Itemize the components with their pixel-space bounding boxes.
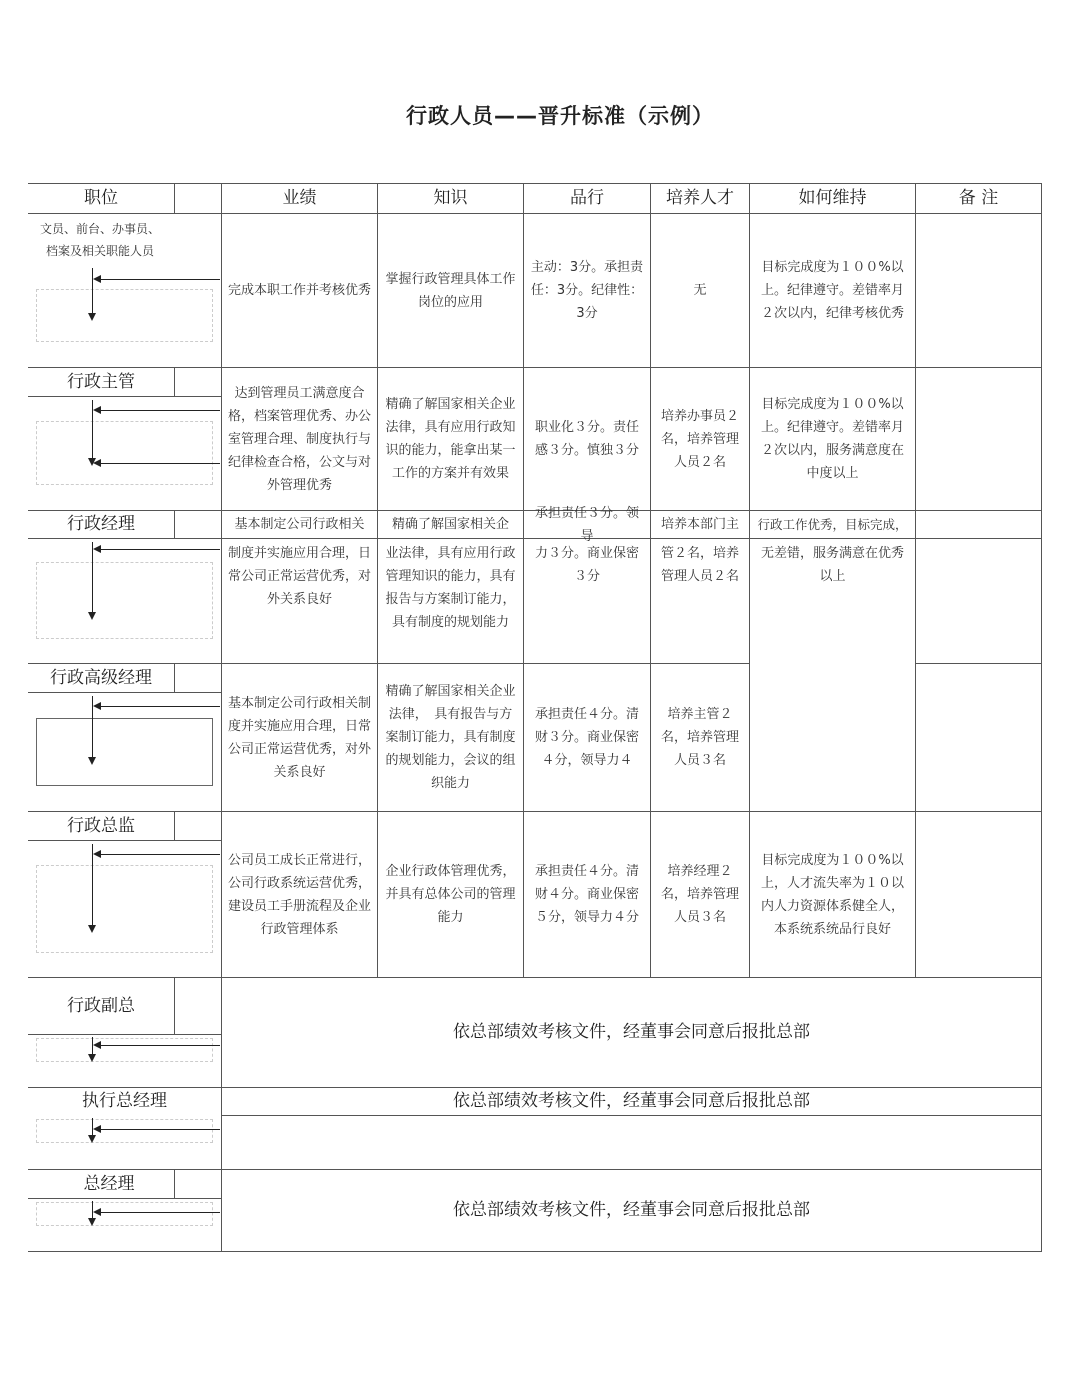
row3-knowledge-line1: 精确了解国家相关企: [391, 517, 509, 532]
row5-knowledge: 企业行政体管理优秀，并具有总体公司的管理能力: [385, 864, 516, 925]
row3-talent-line1: 培养本部门主: [660, 517, 739, 532]
row2-talent: 培养办事员２名，培养管理人员２名: [660, 408, 739, 470]
row8-note: 依总部绩效考核文件，经董事会同意后报批总部: [453, 1200, 810, 1220]
label-sub-divider: [174, 811, 175, 840]
label-box-line: [28, 396, 222, 397]
row3-conduct-line1: 承担责任３分。领导: [534, 505, 639, 544]
row6-placeholder-box: [36, 1038, 213, 1062]
row3-placeholder-box: [36, 562, 213, 639]
row6-note: 依总部绩效考核文件，经董事会同意后报批总部: [453, 1022, 810, 1042]
row1-performance: 完成本职工作并考核优秀: [228, 283, 372, 298]
left-arrow-icon: [96, 854, 220, 855]
row3-performance-rest: 制度并实施应用合理，日常公司正常运营优秀，对外关系良好: [228, 546, 372, 607]
row5-maintain: 目标完成度为１００%以上，人才流失率为１０以内人力资源体系健全人，本系统系统品行良好: [760, 852, 904, 937]
row5-conduct: 承担责任４分。清财４分。商业保密５分，领导力４分: [534, 864, 639, 925]
label-box-line: [28, 692, 222, 693]
header-remarks: 备 注: [958, 188, 999, 208]
row3-knowledge-rest: 业法律，具有应用行政管理知识的能力，具有报告与方案制订能力，具有制度的规划能力: [385, 546, 516, 630]
row5-talent: 培养经理２名，培养管理人员３名: [660, 864, 739, 925]
label-box-line: [28, 1198, 222, 1199]
row1-maintain: 目标完成度为１００%以上。纪律遵守。差错率月２次以内，纪律考核优秀: [760, 260, 904, 321]
row3-performance-line1: 基本制定公司行政相关: [234, 517, 365, 532]
header-performance: 业绩: [282, 188, 317, 208]
row2-placeholder-box: [36, 421, 213, 485]
row7-placeholder-box: [36, 1119, 213, 1143]
row3-maintain-line1: 行政工作优秀，目标完成，: [757, 517, 908, 532]
row3-maintain-rest: 无差错，服务满意在优秀以上: [760, 546, 904, 584]
row1-conduct: 主动：3分。承担责任：3分。纪律性：3分: [530, 260, 644, 321]
label-box-line: [28, 1034, 222, 1035]
row3-talent-rest: 管２名，培养管理人员２名: [660, 546, 739, 584]
left-arrow-icon: [96, 549, 220, 550]
header-maintain: 如何维持: [798, 188, 867, 208]
row2-conduct: 职业化３分。责任感３分。慎独３分: [534, 420, 639, 458]
left-arrow-icon: [96, 1212, 220, 1213]
page-title: 行政人员——晋升标准（示例）: [406, 104, 714, 128]
table-right-border: [1041, 183, 1042, 1251]
row5-performance: 公司员工成长正常进行，公司行政系统运营优秀，建设员工手册流程及企业行政管理体系: [228, 852, 372, 937]
row-divider: [222, 1115, 1042, 1116]
row5-placeholder-box: [36, 865, 213, 953]
header-conduct: 品行: [570, 188, 604, 208]
row4-performance: 基本制定公司行政相关制度并实施应用合理，日常公司正常运营优秀，对外关系良好: [228, 695, 372, 780]
row2-maintain: 目标完成度为１００%以上。纪律遵守。差错率月２次以内，服务满意度在中度以上: [760, 397, 904, 481]
label-sub-divider: [174, 977, 175, 1034]
row7-position: 执行总经理: [82, 1091, 167, 1111]
left-arrow-icon: [96, 279, 220, 280]
left-arrow-icon: [96, 1129, 220, 1130]
row2-position: 行政主管: [67, 371, 135, 392]
column-divider: [915, 183, 916, 977]
row4-placeholder-box: [36, 718, 213, 786]
left-arrow-icon: [96, 463, 220, 464]
label-sub-divider: [174, 663, 175, 692]
row1-position: 文员、前台、办事员、档案及相关职能人员: [39, 222, 160, 258]
row4-conduct: 承担责任４分。清财３分。商业保密４分，领导力４: [534, 707, 639, 768]
row4-position: 行政高级经理: [50, 667, 152, 688]
row-divider: [915, 663, 1042, 664]
left-arrow-icon: [96, 706, 220, 707]
header-knowledge: 知识: [433, 188, 468, 208]
header-sub-divider: [174, 183, 175, 213]
header-talent: 培养人才: [666, 188, 734, 208]
row1-placeholder-box: [36, 289, 213, 342]
row2-knowledge: 精确了解国家相关企业法律，具有应用行政知识的能力，能拿出某一工作的方案并有效果: [385, 397, 516, 481]
down-arrow-icon: [92, 542, 93, 617]
row8-position: 总经理: [83, 1173, 135, 1194]
row6-position: 行政副总: [67, 995, 135, 1016]
row5-position: 行政总监: [67, 815, 135, 836]
row1-talent: 无: [693, 283, 707, 298]
table-bottom-border: [28, 1251, 1042, 1252]
row8-placeholder-box: [36, 1202, 213, 1226]
row7-note: 依总部绩效考核文件，经董事会同意后报批总部: [453, 1091, 810, 1111]
label-box-line: [28, 840, 222, 841]
row3-conduct-rest: 力３分。商业保密３分: [534, 546, 639, 584]
label-sub-divider: [174, 510, 175, 538]
left-arrow-icon: [96, 1045, 220, 1046]
row4-talent: 培养主管２名，培养管理人员３名: [660, 707, 739, 768]
row1-knowledge: 掌握行政管理具体工作岗位的应用: [385, 271, 516, 310]
row3-position: 行政经理: [67, 514, 135, 534]
row2-performance: 达到管理员工满意度合格，档案管理优秀、办公室管理合理、制度执行与纪律检查合格，公文与对外管理优秀: [228, 385, 372, 493]
left-arrow-icon: [96, 410, 220, 411]
label-sub-divider: [174, 367, 175, 396]
row4-knowledge: 精确了解国家相关企业法律， 具有报告与方案制订能力，具有制度的规划能力，会议的组织能力: [385, 684, 516, 791]
header-position: 职位: [84, 188, 118, 208]
